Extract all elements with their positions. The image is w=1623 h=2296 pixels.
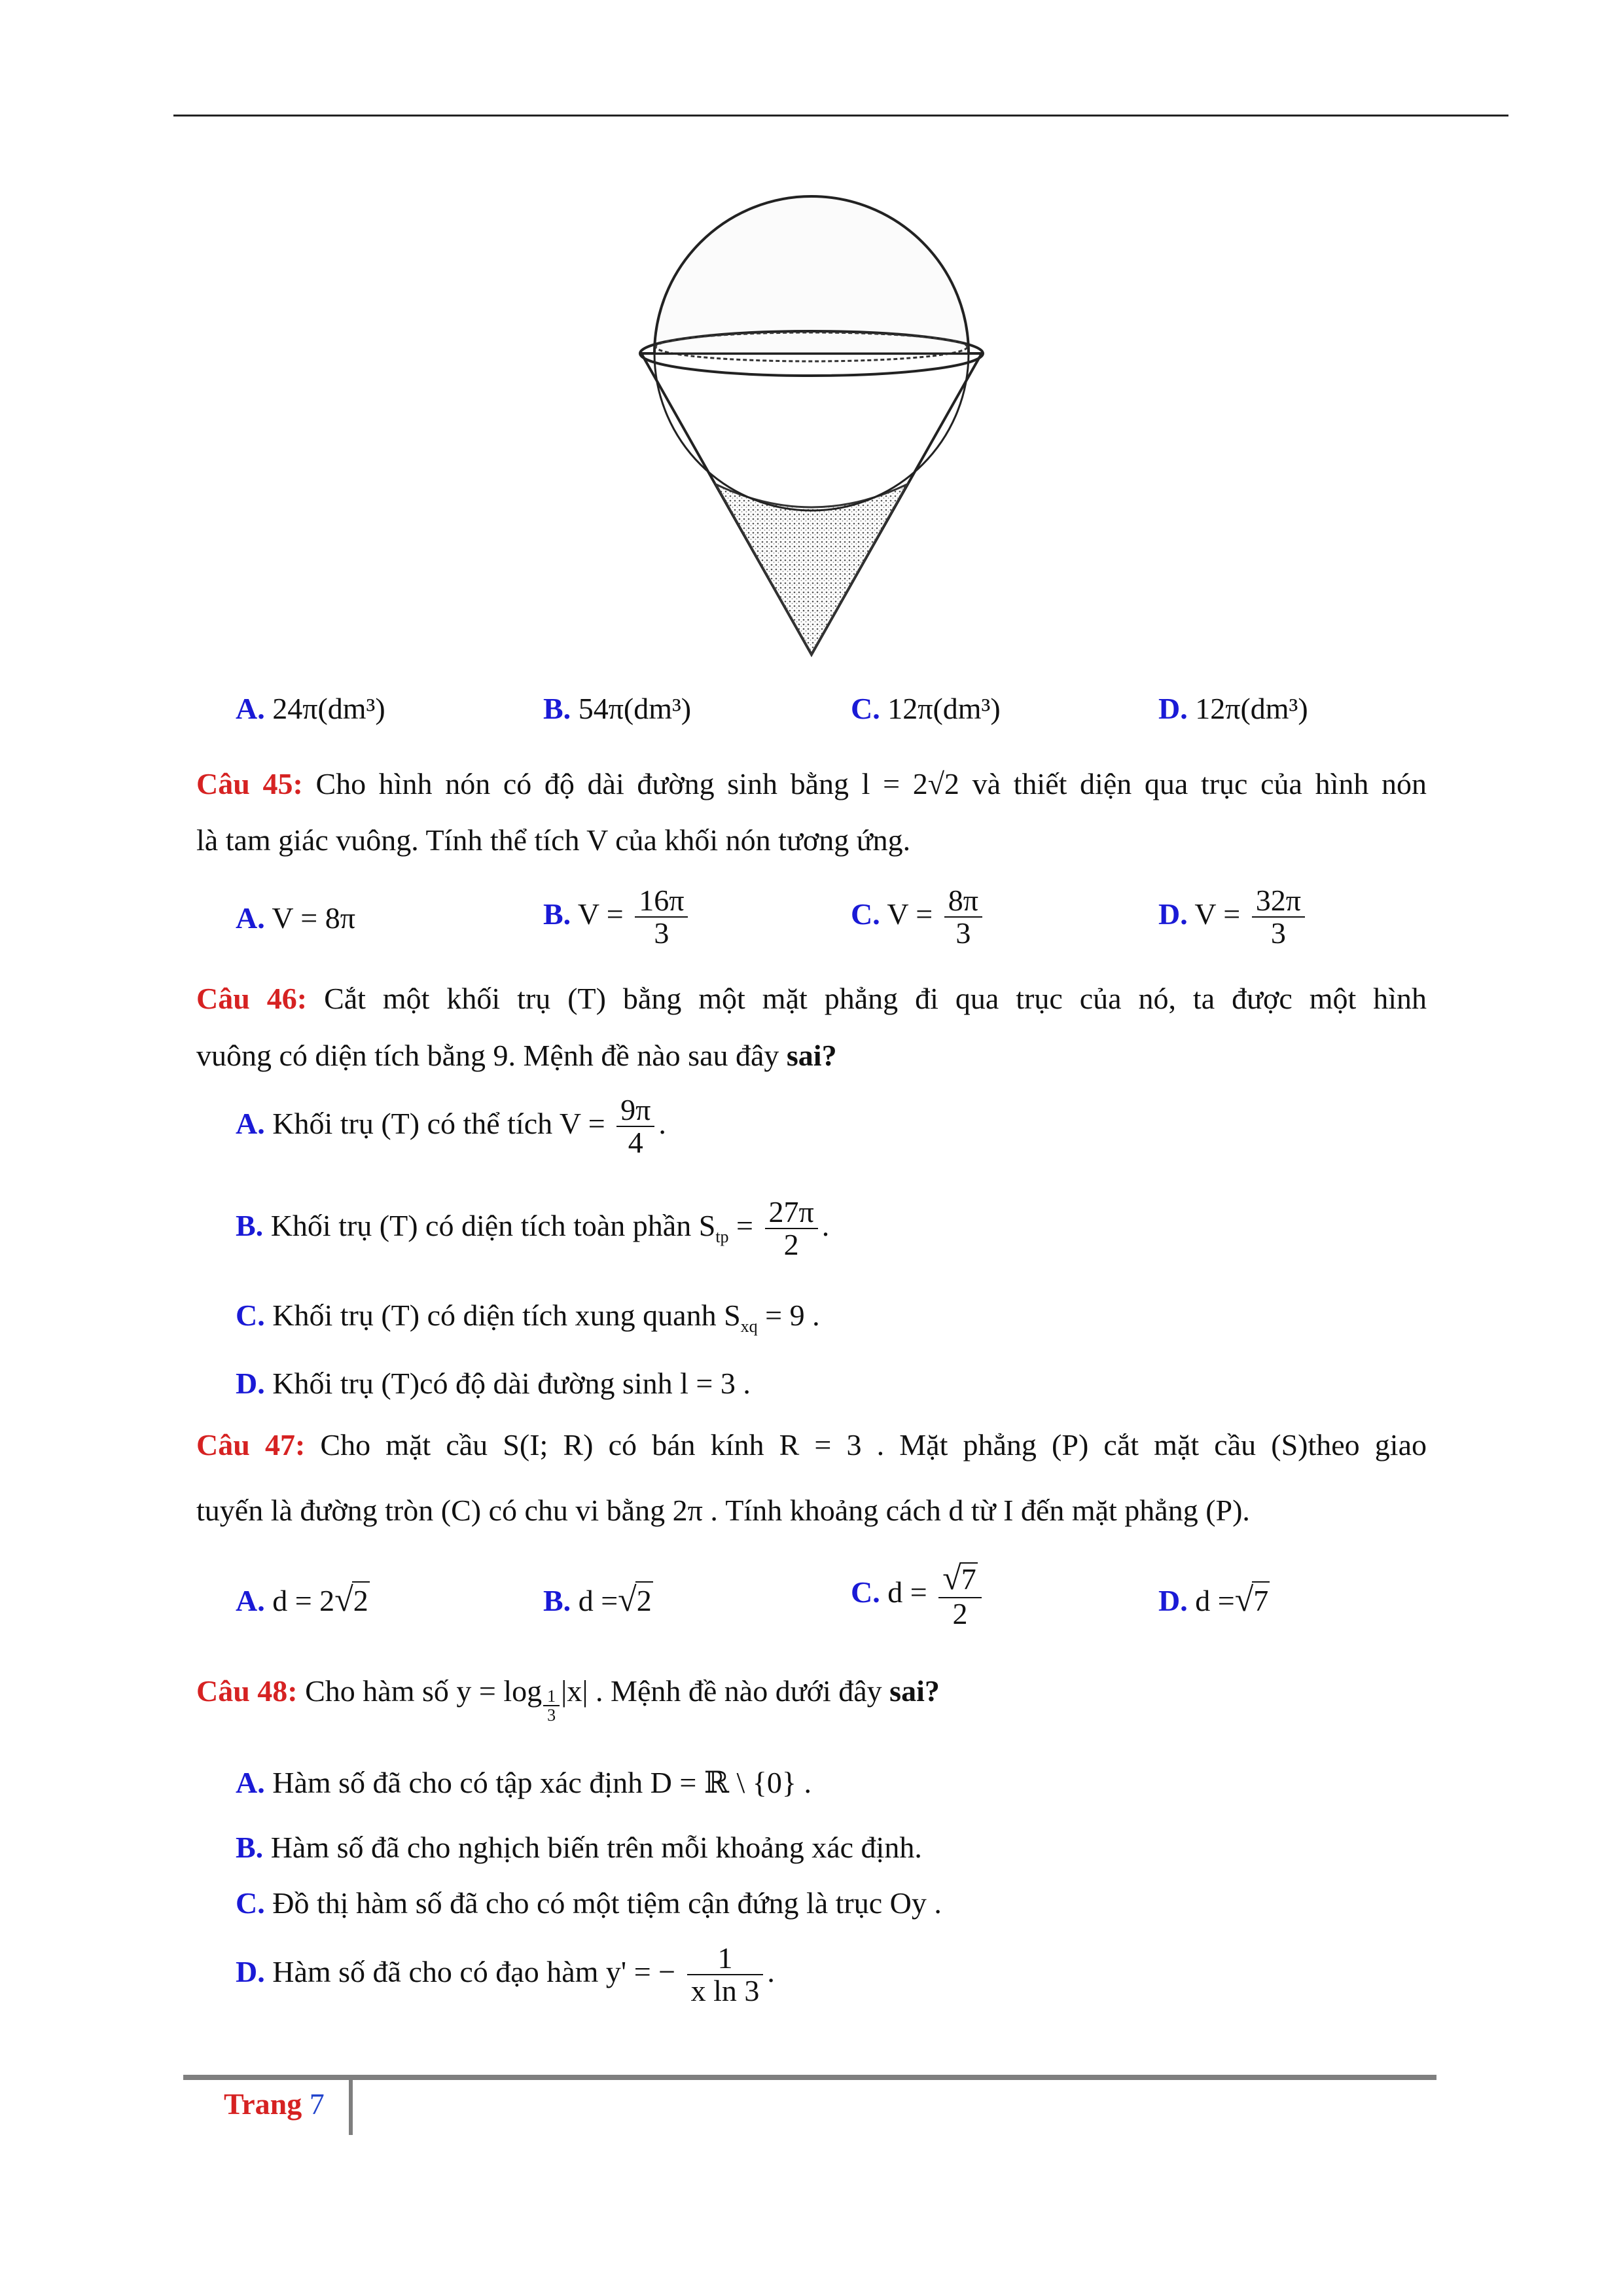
radicand: 7: [1252, 1581, 1270, 1619]
denominator: 2: [783, 1228, 799, 1262]
fraction: [687, 1943, 764, 2007]
page-number: [224, 2087, 325, 2121]
fraction: [938, 1561, 982, 1630]
q45-stem-line2: là tam giác vuông. Tính thể tích V của khối nón tương ứng.: [196, 823, 911, 857]
question-text: Cho hàm số y = log: [305, 1674, 543, 1708]
q48-option-a: [236, 1765, 812, 1801]
question-label: Câu 46:: [196, 982, 308, 1015]
subscript: xq: [740, 1317, 758, 1336]
option-text: Hàm số đã cho có đạo hàm y' = −: [272, 1954, 676, 1988]
option-label: B.: [543, 1584, 571, 1617]
radical-sign: √: [334, 1581, 353, 1619]
q44-option-c: [851, 691, 1001, 726]
q48-stem-line1: [196, 1673, 940, 1724]
radicand: 2: [352, 1581, 370, 1619]
fraction: [944, 885, 982, 950]
sphere-on-cone-figure: [628, 183, 995, 668]
q46-option-c: [236, 1297, 820, 1336]
option-text: Hàm số đã cho có tập xác định D = ℝ \ {0} .: [272, 1766, 812, 1799]
option-text: Khối trụ (T) có diện tích toàn phần S: [270, 1208, 716, 1242]
q45-option-c: [851, 885, 986, 950]
page-label: Trang: [224, 2087, 302, 2121]
emphasis-text: sai?: [786, 1039, 837, 1072]
question-label: Câu 47:: [196, 1428, 306, 1462]
option-label: C.: [236, 1886, 265, 1920]
denominator: 4: [628, 1126, 643, 1160]
option-text: 12π(dm³): [1195, 692, 1308, 725]
q48-option-b: [236, 1829, 922, 1865]
option-label: A.: [236, 692, 265, 725]
option-label: D.: [236, 1954, 265, 1988]
fraction: [635, 885, 688, 950]
question-text: Cho mặt cầu S(I; R) có bán kính R = 3 . Mặt phẳng (P) cắt mặt cầu (S)theo giao: [320, 1428, 1427, 1462]
radical-sign: √: [618, 1581, 637, 1619]
option-text: Khối trụ (T) có diện tích xung quanh S: [272, 1299, 741, 1332]
option-prefix: d =: [1195, 1584, 1235, 1617]
question-text: Cắt một khối trụ (T) bằng một mặt phẳng đi qua trục của nó, ta được một hình: [324, 982, 1427, 1015]
numerator: 32π: [1252, 885, 1305, 918]
numerator: [938, 1561, 982, 1598]
q44-option-d: [1158, 691, 1308, 726]
option-label: C.: [851, 1575, 880, 1609]
option-prefix: V =: [1194, 897, 1241, 931]
q45-option-d: [1158, 885, 1309, 950]
option-label: D.: [1158, 897, 1188, 931]
numerator: 27π: [765, 1196, 818, 1229]
radicand: 2: [635, 1581, 653, 1619]
question-text: |x| . Mệnh đề nào dưới đây: [561, 1674, 882, 1708]
radicand: 7: [961, 1562, 976, 1596]
radical-sign: √: [942, 1560, 961, 1597]
q44-option-b: [543, 691, 691, 726]
option-prefix: d =: [578, 1584, 618, 1617]
question-label: Câu 45:: [196, 767, 303, 800]
question-text: Cho hình nón có độ dài đường sinh bằng l = 2√2 và thiết diện qua trục của hình nón: [315, 767, 1427, 800]
q47-stem-line2: tuyến là đường tròn (C) có chu vi bằng 2π . Tính khoảng cách d từ I đến mặt phẳng (P).: [196, 1494, 1250, 1527]
denominator: 3: [955, 916, 971, 950]
option-prefix: d =: [887, 1575, 927, 1609]
option-text: Khối trụ (T)có độ dài đường sinh l = 3 .: [272, 1367, 751, 1400]
subscript: tp: [715, 1227, 729, 1247]
q46-option-b: B. Khối trụ (T) có diện tích toàn phần $S_{tp}$ = $\frac{27\pi}{2}$ .: [236, 1195, 830, 1262]
q46-stem-line2: [196, 1037, 837, 1073]
q47-option-d: [1158, 1580, 1270, 1621]
footer-rule: [183, 2075, 1436, 2080]
q48-option-d: D. Hàm số đã cho có đạo hàm y' = − $\frac{1}{\text{x ln 3}}$ .: [236, 1941, 775, 2008]
option-prefix: V =: [887, 897, 933, 931]
option-prefix: d = 2: [272, 1584, 335, 1617]
numerator: 8π: [944, 885, 982, 918]
option-label: B.: [543, 692, 571, 725]
q47-stem-line1: [196, 1427, 1427, 1463]
log-base-fraction: [543, 1687, 560, 1725]
option-prefix: V =: [577, 897, 624, 931]
numerator: 1: [543, 1687, 560, 1706]
option-label: B.: [543, 897, 571, 931]
q47-option-a: [236, 1580, 370, 1621]
q45-option-b: [543, 885, 692, 950]
option-text: Đồ thị hàm số đã cho có một tiệm cận đứng là trục Oy .: [272, 1886, 942, 1920]
fraction: [765, 1196, 818, 1261]
question-label: Câu 48:: [196, 1674, 298, 1708]
option-label: B.: [236, 1208, 264, 1242]
denominator: 3: [654, 916, 669, 950]
numerator: 9π: [616, 1094, 654, 1127]
option-text: V = 8π: [272, 901, 355, 935]
option-tail: = 9 .: [765, 1299, 820, 1332]
denominator: 3: [547, 1706, 556, 1725]
fraction: [1252, 885, 1305, 950]
option-label: D.: [1158, 1584, 1188, 1617]
option-text: 24π(dm³): [272, 692, 385, 725]
option-text: 54π(dm³): [578, 692, 692, 725]
option-label: C.: [851, 692, 880, 725]
option-label: C.: [851, 897, 880, 931]
option-text: 12π(dm³): [887, 692, 1001, 725]
option-label: A.: [236, 1766, 265, 1799]
q47-option-b: [543, 1580, 653, 1621]
option-label: A.: [236, 1106, 265, 1140]
q46-option-d: [236, 1365, 751, 1401]
radical-sign: √: [1234, 1581, 1254, 1619]
denominator: 3: [1270, 916, 1286, 950]
footer-divider: [349, 2076, 353, 2135]
header-rule: [173, 115, 1508, 117]
q45-stem-line1: [196, 766, 1427, 802]
option-text: Hàm số đã cho nghịch biến trên mỗi khoảng xác định.: [270, 1831, 922, 1864]
page-value: 7: [309, 2087, 325, 2121]
question-text: vuông có diện tích bằng 9. Mệnh đề nào sau đây: [196, 1039, 779, 1072]
q47-option-c: [851, 1561, 986, 1630]
option-text: Khối trụ (T) có thể tích V =: [272, 1106, 605, 1140]
denominator: 2: [952, 1596, 968, 1630]
numerator: 1: [687, 1943, 764, 1975]
option-label: A.: [236, 901, 265, 935]
option-label: D.: [1158, 692, 1188, 725]
q48-option-c: [236, 1885, 942, 1921]
fraction: [616, 1094, 654, 1159]
option-label: D.: [236, 1367, 265, 1400]
option-label: A.: [236, 1584, 265, 1617]
q46-stem-line1: [196, 980, 1427, 1016]
option-label: B.: [236, 1831, 264, 1864]
q46-option-a: A. Khối trụ (T) có thể tích V = $\frac{9\pi}{4}$ .: [236, 1093, 666, 1160]
q44-option-a: [236, 691, 385, 726]
numerator: 16π: [635, 885, 688, 918]
denominator: x ln 3: [690, 1974, 760, 2008]
option-label: C.: [236, 1299, 265, 1332]
q45-option-a: [236, 900, 355, 936]
emphasis-text: sai?: [889, 1674, 940, 1708]
